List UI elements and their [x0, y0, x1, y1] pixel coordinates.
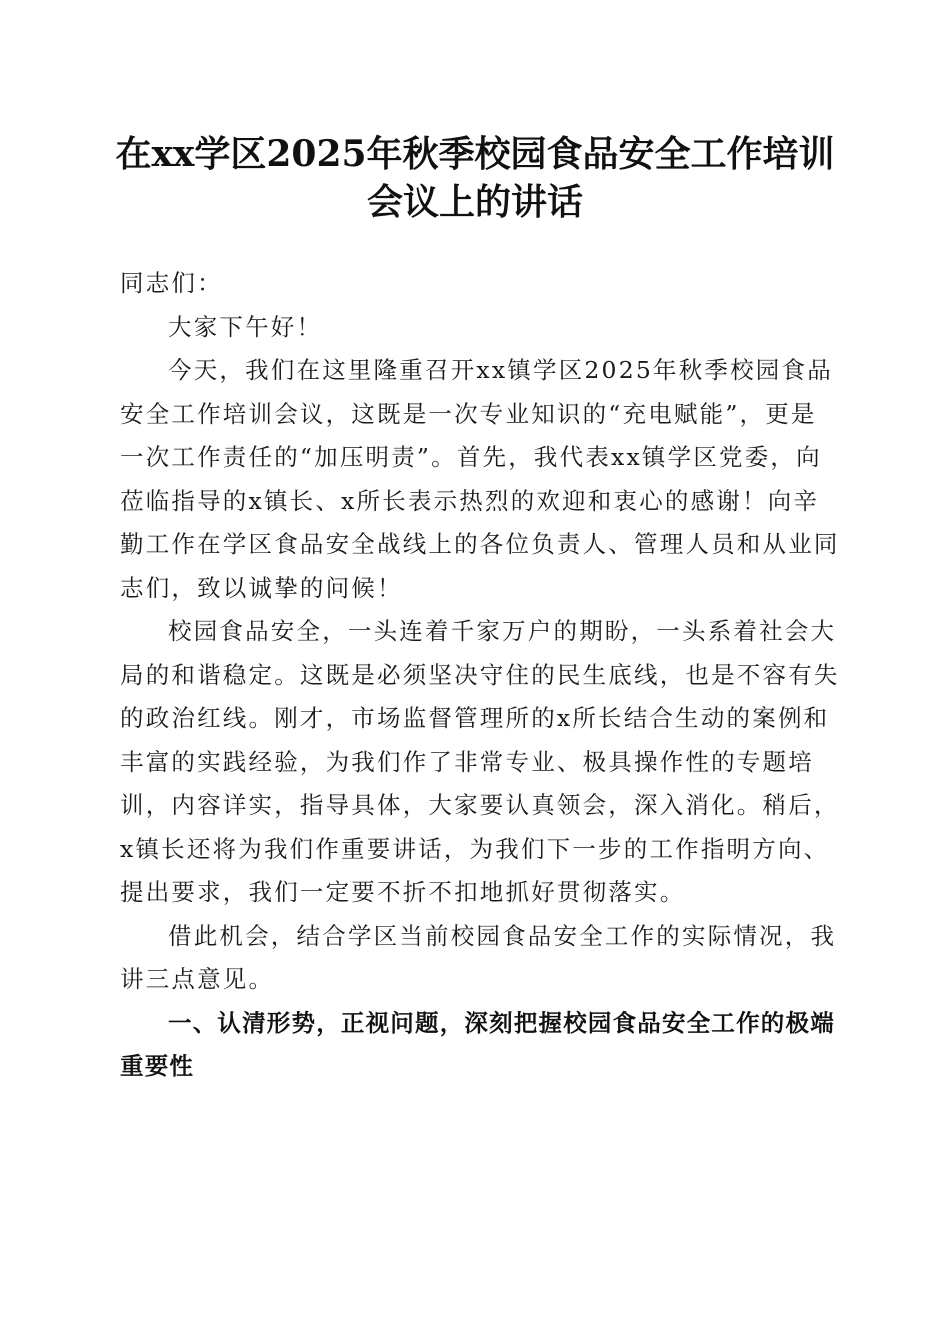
paragraph-transition: 借此机会，结合学区当前校园食品安全工作的实际情况，我讲三点意见。 [120, 921, 837, 993]
salutation: 同志们： [120, 269, 223, 297]
title-line-2: 会议上的讲话 [366, 181, 583, 223]
paragraph-importance: 校园食品安全，一头连着千家万户的期盼，一头系着社会大局的和谐稳定。这既是必须坚决守住的民生底线，也是不容有失的政治红线。刚才，市场监督管理所的x所长结合生动的案例和丰富的实践经验，为我们作了非常专业、极具操作性的专题培训，内容详实，指导具体，大家要认真领会，深入消化。稍后，x镇长还将为我们作重要讲话，为我们下一步的工作指明方向、提出要求，我们一定要不折不扣地抓好贯彻落实。 [120, 617, 840, 906]
section-heading-1: 一、认清形势，正视问题，深刻把握校园食品安全工作的极端重要性 [120, 1008, 835, 1080]
greeting: 大家下午好！ [168, 312, 323, 341]
title-line-1: 在xx学区2025年秋季校园食品安全工作培训 [115, 133, 835, 175]
document-body [120, 262, 840, 1089]
document-title [100, 130, 850, 226]
paragraph-opening: 今天，我们在这里隆重召开xx镇学区2025年秋季校园食品安全工作培训会议，这既是一次专业知识的“充电赋能”，更是一次工作责任的“加压明责”。首先，我代表xx镇学区党委，向莅临指导的x镇长、x所长表示热烈的欢迎和衷心的感谢！向辛勤工作在学区食品安全战线上的各位负责人、管理人员和从业同志们，致以诚挚的问候！ [120, 356, 840, 602]
